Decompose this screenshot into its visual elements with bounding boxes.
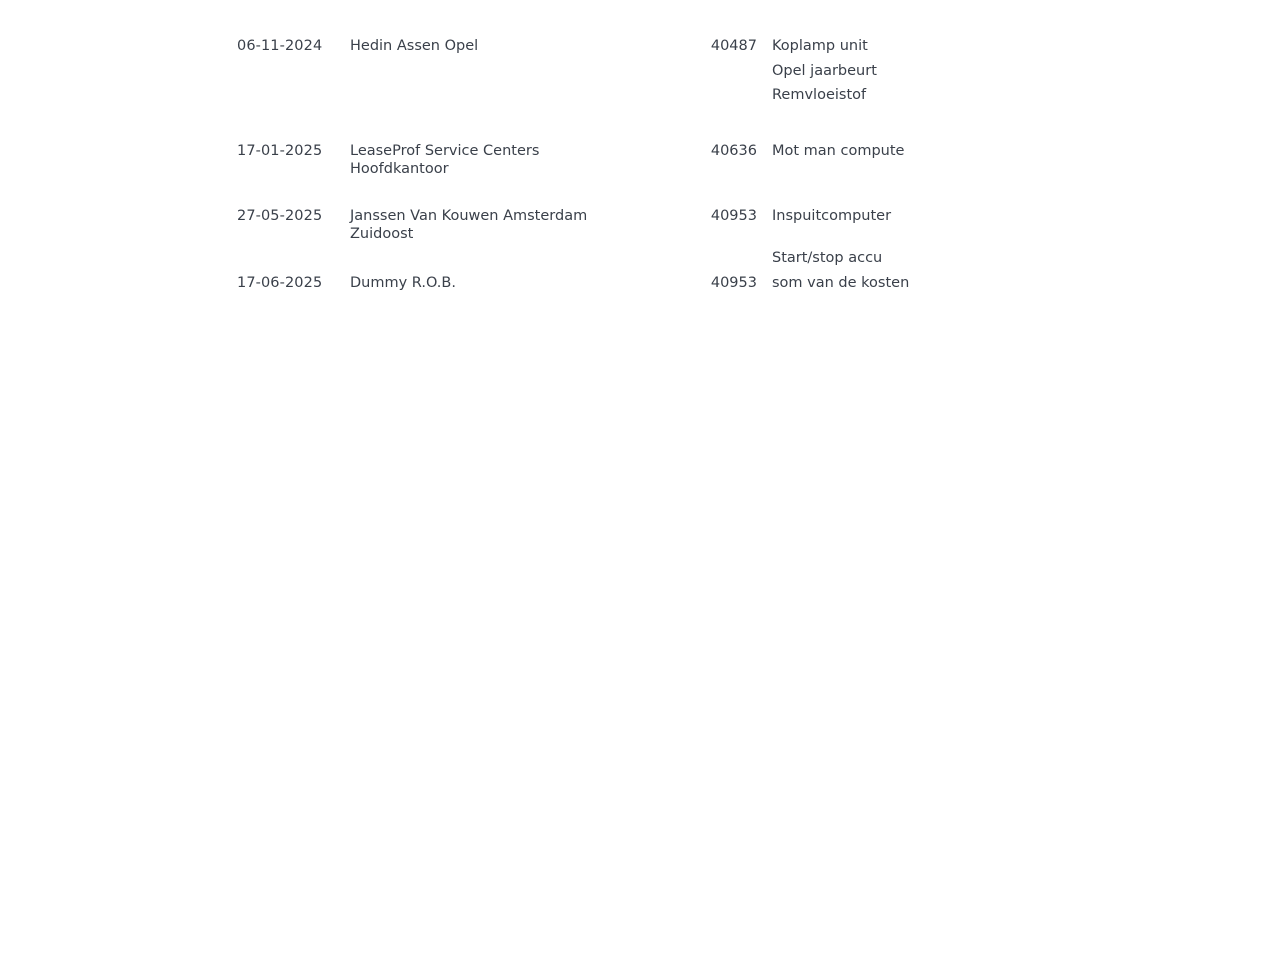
odometer-value: 40953 — [710, 275, 757, 291]
workshop-line: Zuidoost — [350, 226, 414, 243]
odometer-value: 40636 — [710, 143, 757, 159]
work-item: Opel jaarbeurt — [772, 62, 877, 79]
service-date: 17-06-2025 — [237, 275, 323, 291]
service-date: 06-11-2024 — [237, 38, 323, 54]
workshop-line: Hoofdkantoor — [350, 161, 449, 178]
workshop-line: LeaseProf Service Centers — [350, 143, 540, 160]
work-items — [772, 271, 1012, 296]
service-date: 17-01-2025 — [237, 143, 323, 159]
odometer-value: 40487 — [710, 38, 757, 54]
work-item: Remvloeistof — [772, 87, 867, 103]
work-item: Start/stop accu — [772, 250, 883, 266]
workshop-line: Janssen Van Kouwen Amsterdam — [350, 208, 588, 225]
work-items — [772, 34, 1012, 108]
odometer-value: 40953 — [710, 208, 757, 224]
workshop-line: Hedin Assen Opel — [350, 38, 479, 55]
work-item: Inspuitcomputer — [772, 208, 892, 224]
work-items — [772, 139, 1012, 164]
work-item: som van de kosten — [772, 275, 910, 291]
work-item: Mot man compute — [772, 143, 905, 159]
service-date: 27-05-2025 — [237, 208, 323, 224]
work-items — [772, 204, 1012, 271]
workshop-line: Dummy R.O.B. — [350, 275, 456, 292]
work-item: Koplamp unit — [772, 38, 868, 54]
